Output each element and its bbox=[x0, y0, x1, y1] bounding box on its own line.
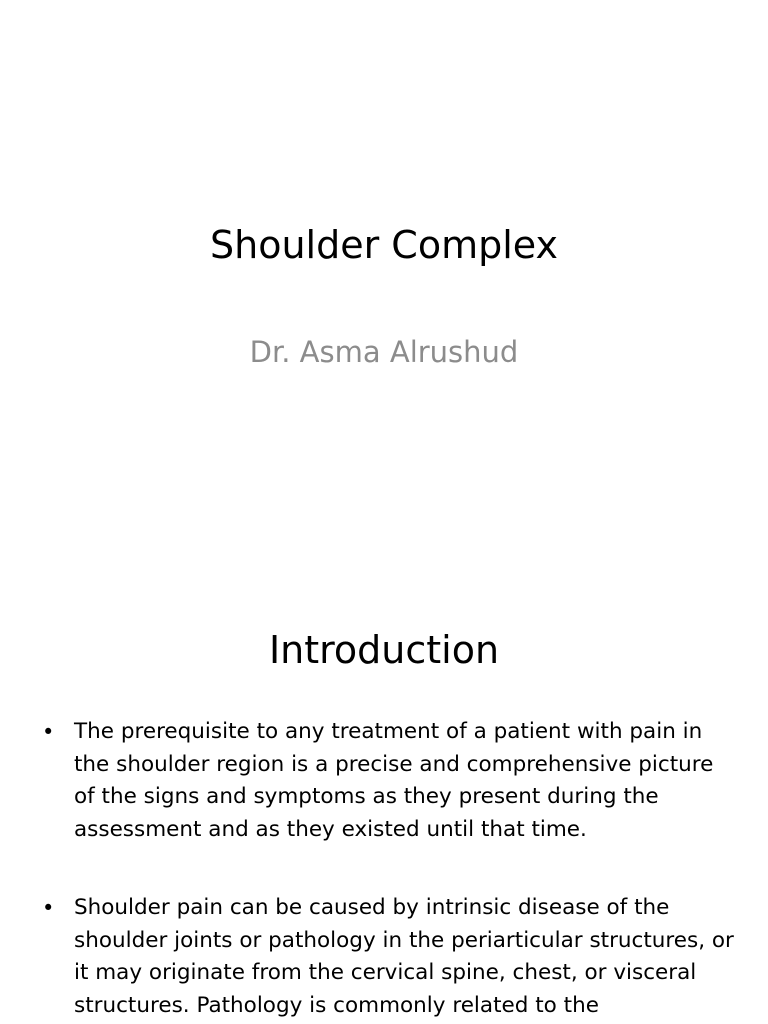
bullet-text: The prerequisite to any treatment of a patient with pain in the shoulder region is a precise and comprehensive picture of the signs and symptoms as they present during the assessment and as they existed until that time. bbox=[74, 719, 714, 842]
bullet-icon: • bbox=[42, 896, 55, 920]
slide-title: Shoulder Complex bbox=[210, 223, 558, 267]
slide-title: Introduction bbox=[268, 628, 500, 672]
bullet-item bbox=[38, 716, 738, 846]
bullet-text: Shoulder pain can be caused by intrinsic disease of the shoulder joints or pathology in the periarticular structures, or it may originate from the cervical spine, chest, or visceral structures. Pathology is commonly related to the bbox=[74, 895, 734, 1018]
bullet-icon: • bbox=[42, 720, 55, 744]
bullet-list bbox=[38, 716, 738, 1024]
bullet-item bbox=[38, 892, 738, 1022]
slide-subtitle: Dr. Asma Alrushud bbox=[249, 335, 519, 369]
introduction-slide bbox=[0, 576, 768, 1024]
